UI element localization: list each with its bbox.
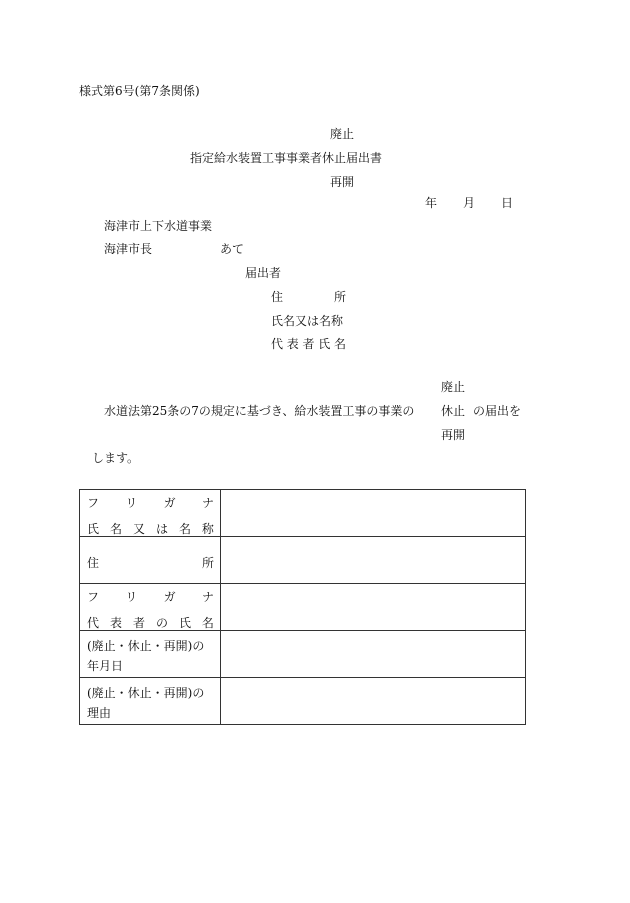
reason-label-line1: (廃止・休止・再開)の: [87, 686, 205, 700]
char: 名: [201, 616, 214, 630]
char: 所: [333, 290, 346, 304]
name-label-cell: [80, 490, 221, 537]
addressee-suffix: あて: [220, 242, 245, 256]
body-option-resume: 再開: [441, 428, 466, 442]
char: 氏: [87, 522, 100, 536]
date-label-line1: (廃止・休止・再開)の: [87, 639, 205, 653]
char: ナ: [201, 496, 214, 510]
char: 表: [286, 337, 299, 351]
furigana-label: [87, 588, 214, 605]
char: 住: [271, 290, 284, 304]
address-label: [87, 554, 214, 571]
form-number: 様式第6号(第7条関係): [79, 84, 200, 98]
char: 名: [178, 522, 191, 536]
reason-label-cell: [80, 678, 221, 725]
date-month: 月: [463, 196, 476, 210]
char: フ: [87, 590, 100, 604]
char: 代: [271, 337, 284, 351]
representative-value-cell[interactable]: [221, 584, 526, 631]
char: フ: [87, 496, 100, 510]
char: 称: [201, 522, 214, 536]
table-row-representative: [80, 584, 526, 631]
table-row-name: [80, 490, 526, 537]
char: 住: [87, 556, 100, 570]
char: 者: [132, 616, 145, 630]
char: リ: [125, 496, 138, 510]
notifier-heading: 届出者: [245, 266, 282, 280]
char: 名: [333, 337, 346, 351]
name-or-title-label: [87, 520, 214, 537]
name-value-cell[interactable]: [221, 490, 526, 537]
char: 氏: [178, 616, 191, 630]
reason-value-cell[interactable]: [221, 678, 526, 725]
representative-label-cell: [80, 584, 221, 631]
char: は: [155, 522, 168, 536]
address-label-cell: [80, 537, 221, 584]
representative-name-label: [87, 614, 214, 631]
body-text-after: の届出を: [473, 404, 522, 418]
char: 氏: [318, 337, 331, 351]
addressee-org: 海津市上下水道事業: [104, 219, 213, 233]
document-title: 指定給水装置工事事業者休止届出書: [190, 151, 383, 165]
notifier-representative-label: [271, 337, 346, 351]
notifier-name-label: 氏名又は名称: [271, 314, 344, 328]
char: 又: [132, 522, 145, 536]
table-row-date: [80, 631, 526, 678]
address-value-cell[interactable]: [221, 537, 526, 584]
body-text: 水道法第25条の7の規定に基づき、給水装置工事の事業の: [104, 404, 415, 418]
notifier-address-label: [271, 290, 346, 304]
char: リ: [125, 590, 138, 604]
furigana-label: [87, 494, 214, 511]
date-label-cell: [80, 631, 221, 678]
date-value-cell[interactable]: [221, 631, 526, 678]
notification-table: [79, 489, 526, 725]
date-day: 日: [501, 196, 514, 210]
char: 代: [87, 616, 100, 630]
body-continuation: します。: [92, 451, 140, 465]
char: 表: [109, 616, 122, 630]
char: の: [155, 616, 168, 630]
date-label-line2: 年月日: [87, 659, 124, 673]
reason-label-line2: 理由: [87, 706, 112, 720]
table-row-address: [80, 537, 526, 584]
char: 名: [109, 522, 122, 536]
char: ガ: [163, 590, 176, 604]
body-option-abolish: 廃止: [441, 380, 466, 394]
date-year: 年: [425, 196, 438, 210]
table-row-reason: [80, 678, 526, 725]
body-option-suspend: 休止: [441, 404, 466, 418]
char: ガ: [163, 496, 176, 510]
title-option-abolish: 廃止: [330, 127, 355, 141]
char: ナ: [201, 590, 214, 604]
char: 所: [201, 556, 214, 570]
char: 者: [302, 337, 315, 351]
addressee-mayor: 海津市長: [104, 242, 153, 256]
title-option-resume: 再開: [330, 175, 355, 189]
